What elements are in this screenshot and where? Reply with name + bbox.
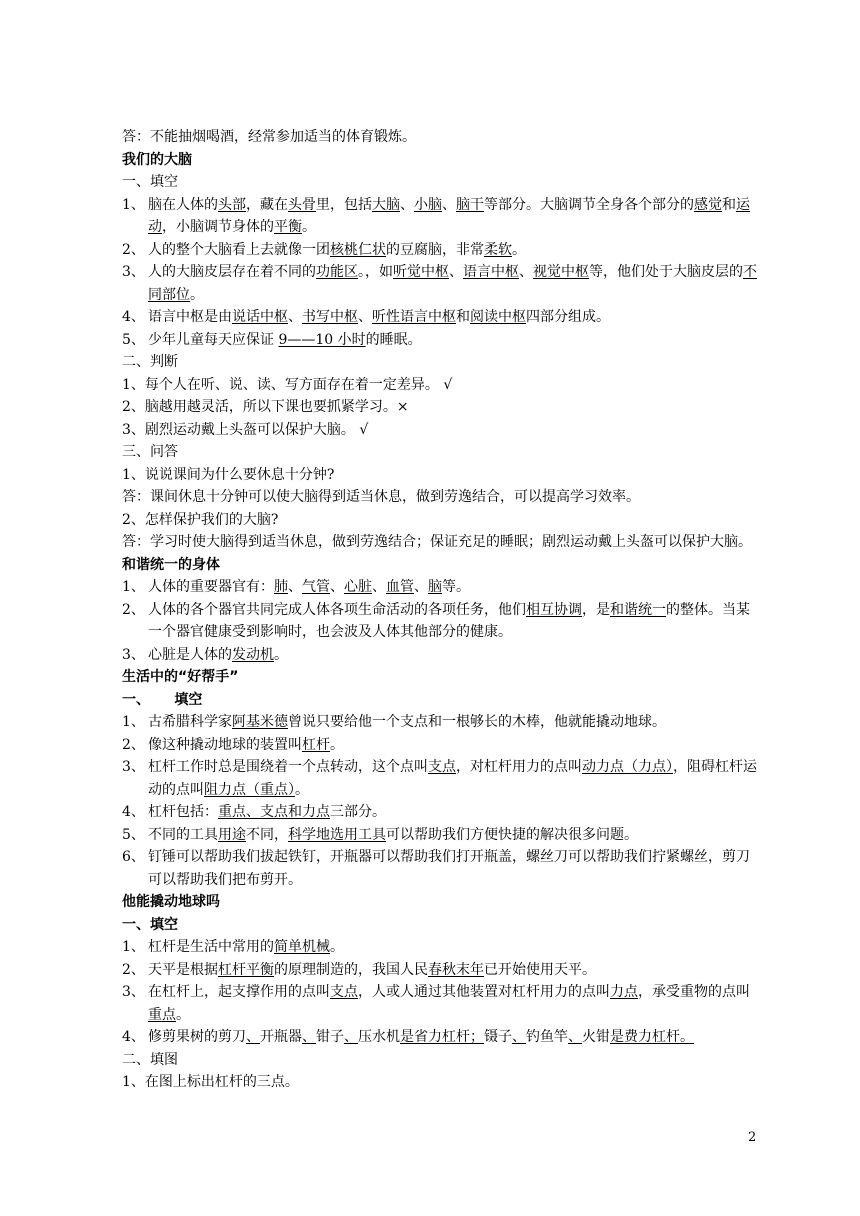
- brain-item-1: [122, 194, 762, 239]
- item-text: [148, 981, 762, 1026]
- underlined-answer: 力点: [610, 984, 638, 1000]
- text-segment: 像这种撬动地球的装置叫: [148, 736, 302, 753]
- item-text: [148, 599, 762, 644]
- underlined-answer: 重点、支点和力点: [218, 804, 330, 820]
- item-number: 1、: [122, 939, 145, 955]
- text-segment: 人的整个大脑看上去就像一团: [148, 241, 330, 258]
- text-segment: 曾说只要给他一个支点和一根够长的木棒，他就能撬动地球。: [288, 714, 666, 730]
- underlined-answer: 9——10 小时: [278, 331, 366, 348]
- question-2: 2、怎样保护我们的大脑?: [122, 511, 279, 528]
- subsection-fill-blank-earth: 一、填空: [122, 916, 178, 933]
- item-text: [148, 824, 762, 847]
- item-number: 3、: [122, 264, 145, 280]
- helper-item-1: [122, 711, 762, 734]
- text-segment: 四部分组成。: [526, 309, 610, 325]
- underlined-answer: 心脏: [344, 579, 372, 595]
- underlined-answer: 、: [246, 1029, 260, 1045]
- text-segment: 天平是根据: [148, 961, 218, 978]
- underlined-answer: 支点: [428, 759, 456, 775]
- text-segment: 可以帮助我们方便快捷的解决很多问题。: [386, 826, 638, 843]
- body-item-3: [122, 644, 762, 667]
- underlined-answer: 杠杆: [302, 736, 330, 753]
- body-item-2: [122, 599, 762, 644]
- text-segment: 开瓶器: [260, 1029, 302, 1045]
- underlined-answer: 、: [344, 1029, 358, 1045]
- item-text: [148, 801, 762, 824]
- section-heading-body: 和谐统一的身体: [122, 556, 220, 573]
- text-segment: 。: [190, 286, 204, 303]
- text-segment: 等部分。大脑调节全身各个部分的: [484, 196, 694, 213]
- underlined-answer: 、: [568, 1029, 582, 1045]
- answer-2: 答：学习时使大脑得到适当休息，做到劳逸结合；保证充足的睡眠；剧烈运动戴上头盔可以保护大脑。: [122, 534, 752, 550]
- answer-1: 答：课间休息十分钟可以使大脑得到适当休息，做到劳逸结合，可以提高学习效率。: [122, 489, 640, 505]
- text-segment: 语言中枢是由: [148, 309, 232, 325]
- underlined-answer: 书写中枢: [302, 309, 358, 325]
- item-text: [148, 756, 762, 801]
- text-segment: 的整体。当某一个器官健康受到影响时，也会波及人体其他部分的健康。: [148, 601, 750, 640]
- underlined-answer: 用途: [218, 826, 246, 843]
- text-segment: 不同的工具: [148, 826, 218, 843]
- underlined-answer: 发动机: [232, 646, 274, 663]
- item-text: [148, 644, 762, 667]
- item-number: 2、: [122, 241, 145, 258]
- text-segment: 的原理制造的，我国人民: [274, 961, 428, 978]
- text-segment: 、: [414, 579, 428, 595]
- underlined-answer: 感觉: [694, 196, 722, 213]
- text-segment: 压水机: [358, 1029, 400, 1045]
- text-segment: ，阻碍杠杆运动的点叫: [148, 759, 757, 798]
- underlined-answer: 头部: [218, 196, 246, 213]
- text-segment: 。，如: [358, 264, 393, 280]
- item-number: 6、: [122, 849, 145, 865]
- item-text: [148, 306, 762, 329]
- text-segment: ，是: [582, 601, 610, 618]
- underlined-answer: 科学地选用工具: [288, 826, 386, 843]
- text-segment: 杠杆包括：: [148, 804, 218, 820]
- brain-item-3: [122, 261, 762, 306]
- text-segment: ，藏在: [246, 196, 288, 213]
- text-segment: 心脏是人体的: [148, 646, 232, 663]
- underlined-answer: 大脑: [372, 196, 400, 213]
- underlined-answer: 是费力杠杆。: [610, 1029, 694, 1045]
- subsection-fill-diagram: 二、填图: [122, 1051, 178, 1068]
- judge-item-1: 1、每个人在听、说、读、写方面存在着一定差异。 √: [122, 376, 453, 393]
- text-segment: 。: [176, 1006, 190, 1023]
- judge-item-3: 3、剧烈运动戴上头盔可以保护大脑。 √: [122, 421, 369, 438]
- text-segment: ，小脑调节身体的: [162, 219, 274, 235]
- item-number: 2、: [122, 961, 145, 978]
- item-number: 2、: [122, 601, 145, 618]
- text-segment: 。: [330, 939, 344, 955]
- underlined-answer: 不同部位: [148, 264, 757, 303]
- text-segment: 修剪果树的剪刀: [148, 1029, 246, 1045]
- underlined-answer: 头骨: [288, 196, 316, 213]
- underlined-answer: 小脑: [414, 196, 442, 213]
- item-number: 3、: [122, 646, 145, 663]
- question-1: 1、说说课间为什么要休息十分钟?: [122, 466, 335, 483]
- page-content: [122, 126, 762, 1094]
- text-segment: 、: [288, 309, 302, 325]
- text-segment: 等，他们处于大脑皮层的: [589, 264, 743, 280]
- helper-item-5: [122, 824, 762, 847]
- text-segment: 、: [288, 579, 302, 595]
- underlined-answer: 运动: [148, 196, 750, 235]
- text-segment: 。: [330, 736, 344, 753]
- earth-item-2: [122, 959, 762, 982]
- underlined-answer: 动力点（力点）: [582, 759, 673, 775]
- item-text: [148, 261, 762, 306]
- text-segment: ，对杠杆用力的点叫: [456, 759, 582, 775]
- text-segment: 、: [442, 196, 456, 213]
- text-segment: 。: [274, 646, 288, 663]
- item-number: 4、: [122, 309, 145, 325]
- item-number: 5、: [122, 331, 145, 348]
- underlined-answer: 支点: [330, 984, 358, 1000]
- item-text: [148, 194, 762, 239]
- underlined-answer: 是省力杠杆；: [400, 1029, 484, 1045]
- text-segment: 杠杆是生活中常用的: [148, 939, 274, 955]
- text-segment: 古希腊科学家: [148, 714, 232, 730]
- underlined-answer: 脑: [428, 579, 442, 595]
- text-segment: 。: [302, 219, 316, 235]
- text-segment: 等。: [442, 579, 470, 595]
- underlined-answer: 听性语言中枢: [372, 309, 456, 325]
- helper-item-4: [122, 801, 762, 824]
- item-text: [148, 846, 762, 891]
- underlined-answer: 语言中枢: [463, 264, 519, 280]
- underlined-answer: 气管: [302, 579, 330, 595]
- underlined-answer: 阅读中枢: [470, 309, 526, 325]
- item-number: 4、: [122, 804, 145, 820]
- item-number: 1、: [122, 579, 145, 595]
- underlined-answer: 相互协调: [526, 601, 582, 618]
- text-segment: 。: [512, 241, 526, 258]
- item-text: [148, 936, 762, 959]
- answer-line: 答：不能抽烟喝酒，经常参加适当的体育锻炼。: [122, 129, 416, 145]
- judge-item-2: 2、脑越用越灵活，所以下课也要抓紧学习。×: [122, 399, 409, 415]
- item-text: [148, 734, 762, 757]
- subsection-fill-blank: 一、填空: [122, 174, 178, 190]
- item-number: 1、: [122, 714, 145, 730]
- text-segment: 人体的重要器官有：: [148, 579, 274, 595]
- underlined-answer: 、: [512, 1029, 526, 1045]
- text-segment: 脑在人体的: [148, 196, 218, 213]
- earth-item-3: [122, 981, 762, 1026]
- underlined-answer: 阿基米德: [232, 714, 288, 730]
- text-segment: 在杠杆上，起支撑作用的点叫: [148, 984, 330, 1000]
- brain-item-5: [122, 329, 762, 352]
- helper-item-2: [122, 734, 762, 757]
- text-segment: 不同，: [246, 826, 288, 843]
- text-segment: 、: [519, 264, 533, 280]
- text-segment: 里，包括: [316, 196, 372, 213]
- earth-item-4: [122, 1026, 762, 1049]
- text-segment: 、: [330, 579, 344, 595]
- text-segment: 人体的各个器官共同完成人体各项生命活动的各项任务，他们: [148, 601, 526, 618]
- underlined-answer: 听觉中枢: [393, 264, 449, 280]
- underlined-answer: 简单机械: [274, 939, 330, 955]
- underlined-answer: 柔软: [484, 241, 512, 258]
- subsection-qa: 三、问答: [122, 444, 178, 460]
- text-segment: 的豆腐脑，非常: [386, 241, 484, 258]
- text-segment: 钳子: [316, 1029, 344, 1045]
- underlined-answer: 杠杆平衡: [218, 961, 274, 978]
- text-segment: 钉锤可以帮助我们拔起铁钉，开瓶器可以帮助我们打开瓶盖，螺丝刀可以帮助我们拧紧螺丝，剪刀可以帮助我们把布剪开。: [148, 849, 750, 888]
- item-text: [148, 239, 762, 262]
- underlined-answer: 说话中枢: [232, 309, 288, 325]
- item-text: [148, 576, 762, 599]
- underlined-answer: 重点: [148, 1006, 176, 1023]
- underlined-answer: 血管: [386, 579, 414, 595]
- subsection-judge: 二、判断: [122, 354, 178, 370]
- item-text: [148, 959, 762, 982]
- section-heading-helper: 生活中的“好帮手”: [122, 669, 239, 685]
- helper-item-3: [122, 756, 762, 801]
- underlined-answer: 和谐统一: [610, 601, 666, 618]
- text-segment: 杠杆工作时总是围绕着一个点转动，这个点叫: [148, 759, 428, 775]
- underlined-answer: 视觉中枢: [533, 264, 589, 280]
- item-number: 5、: [122, 826, 145, 843]
- text-segment: 已开始使用天平。: [484, 961, 596, 978]
- subsection-fill-blank-helper: 一、 填空: [122, 691, 203, 708]
- text-segment: 、: [358, 309, 372, 325]
- text-segment: 三部分。: [330, 804, 386, 820]
- section-heading-brain: 我们的大脑: [122, 151, 192, 168]
- item-text: [148, 1026, 762, 1049]
- earth-item-1: [122, 936, 762, 959]
- text-segment: 人的大脑皮层存在着不同的: [148, 264, 316, 280]
- text-segment: 和: [456, 309, 470, 325]
- text-segment: 、: [372, 579, 386, 595]
- underlined-answer: 核桃仁状: [330, 241, 386, 258]
- brain-item-4: [122, 306, 762, 329]
- section-heading-earth: 他能撬动地球吗: [122, 894, 220, 910]
- item-number: 3、: [122, 759, 145, 775]
- item-number: 4、: [122, 1029, 145, 1045]
- text-segment: 少年儿童每天应保证: [148, 331, 279, 348]
- underlined-answer: 平衡: [274, 219, 302, 235]
- underlined-answer: 肺: [274, 579, 288, 595]
- underlined-answer: 、: [302, 1029, 316, 1045]
- item-number: 1、: [122, 196, 145, 213]
- text-segment: ，承受重物的点叫: [638, 984, 750, 1000]
- underlined-answer: 阻力点（重点）: [204, 781, 295, 798]
- text-segment: 火钳: [582, 1029, 610, 1045]
- item-text: [148, 329, 762, 352]
- underlined-answer: 脑干: [456, 196, 484, 213]
- text-segment: 镊子: [484, 1029, 512, 1045]
- underlined-answer: 功能区: [316, 264, 358, 280]
- brain-item-2: [122, 239, 762, 262]
- diagram-item-1: 1、在图上标出杠杆的三点。: [122, 1074, 299, 1090]
- text-segment: 和: [722, 196, 736, 213]
- text-segment: 的睡眠。: [365, 331, 422, 348]
- item-number: 2、: [122, 736, 145, 753]
- item-number: 3、: [122, 984, 145, 1000]
- text-segment: 。: [295, 781, 309, 798]
- text-segment: 钓鱼竿: [526, 1029, 568, 1045]
- text-segment: 、: [449, 264, 463, 280]
- underlined-answer: 春秋末年: [428, 961, 484, 978]
- body-item-1: [122, 576, 762, 599]
- page-number: 2: [748, 1130, 757, 1145]
- helper-item-6: [122, 846, 762, 891]
- text-segment: ，人或人通过其他装置对杠杆用力的点叫: [358, 984, 610, 1000]
- text-segment: 、: [400, 196, 414, 213]
- item-text: [148, 711, 762, 734]
